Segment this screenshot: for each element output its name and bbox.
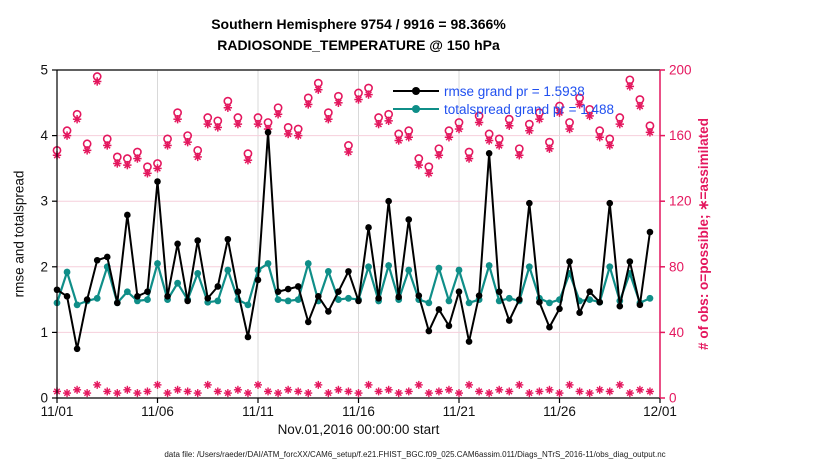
- left-tick-label: 2: [40, 259, 48, 275]
- left-tick-label: 1: [40, 324, 48, 340]
- x-tick-label: 11/16: [342, 404, 375, 419]
- right-tick-label: 0: [669, 390, 677, 406]
- x-tick-label: 11/26: [543, 404, 576, 419]
- x-axis-label: Nov.01,2016 00:00:00 start: [277, 422, 440, 437]
- right-ticks: [660, 63, 692, 406]
- obs-near-zero-series: [53, 381, 654, 397]
- chart-title-line2: RADIOSONDE_TEMPERATURE @ 150 hPa: [217, 37, 500, 53]
- chart-title: [57, 14, 660, 56]
- legend-marker-rmse: [412, 87, 420, 95]
- x-tick-label: 11/11: [242, 404, 274, 419]
- data-file-footnote: data file: /Users/raeder/DAI/ATM_forcXX/CAM6_setup/f.e21.FHIST_BGC.f09_025.CAM6assim.011/Diags_NTrS_2016-11/obs_diag_output.nc: [164, 450, 666, 459]
- x-tick-label: 11/21: [442, 404, 476, 419]
- rmse-series: [54, 129, 654, 352]
- legend-label-rmse: rmse grand pr = 1.5938: [444, 83, 585, 99]
- left-tick-label: 5: [40, 62, 48, 78]
- x-tick-label: 12/01: [643, 404, 677, 419]
- left-tick-label: 3: [40, 193, 48, 209]
- left-ticks: [40, 63, 57, 406]
- vertical-gridlines: [158, 70, 560, 398]
- left-axis-label: rmse and totalspread: [11, 170, 27, 298]
- right-tick-label: 160: [669, 128, 692, 144]
- right-tick-label: 80: [669, 259, 685, 275]
- legend: [393, 82, 614, 118]
- legend-line-sample-totalspread: [393, 108, 439, 110]
- right-tick-label: 40: [669, 324, 685, 340]
- left-tick-label: 4: [40, 128, 48, 144]
- right-tick-label: 120: [669, 193, 692, 209]
- x-tick-label: 11/06: [141, 404, 174, 419]
- legend-entry-totalspread: [393, 100, 614, 118]
- left-tick-label: 0: [40, 390, 48, 406]
- right-tick-label: 200: [669, 62, 692, 78]
- x-tick-label: 11/01: [40, 404, 74, 419]
- right-axis-label: # of obs: o=possible; ∗=assimilated: [696, 118, 711, 350]
- chart-title-line1: Southern Hemisphere 9754 / 9916 = 98.366%: [211, 16, 506, 32]
- legend-label-totalspread: totalspread grand pr = 1.488: [444, 101, 614, 117]
- legend-marker-totalspread: [412, 105, 420, 113]
- legend-line-sample-rmse: [393, 90, 439, 92]
- legend-entry-rmse: [393, 82, 614, 100]
- x-ticks: [41, 398, 677, 419]
